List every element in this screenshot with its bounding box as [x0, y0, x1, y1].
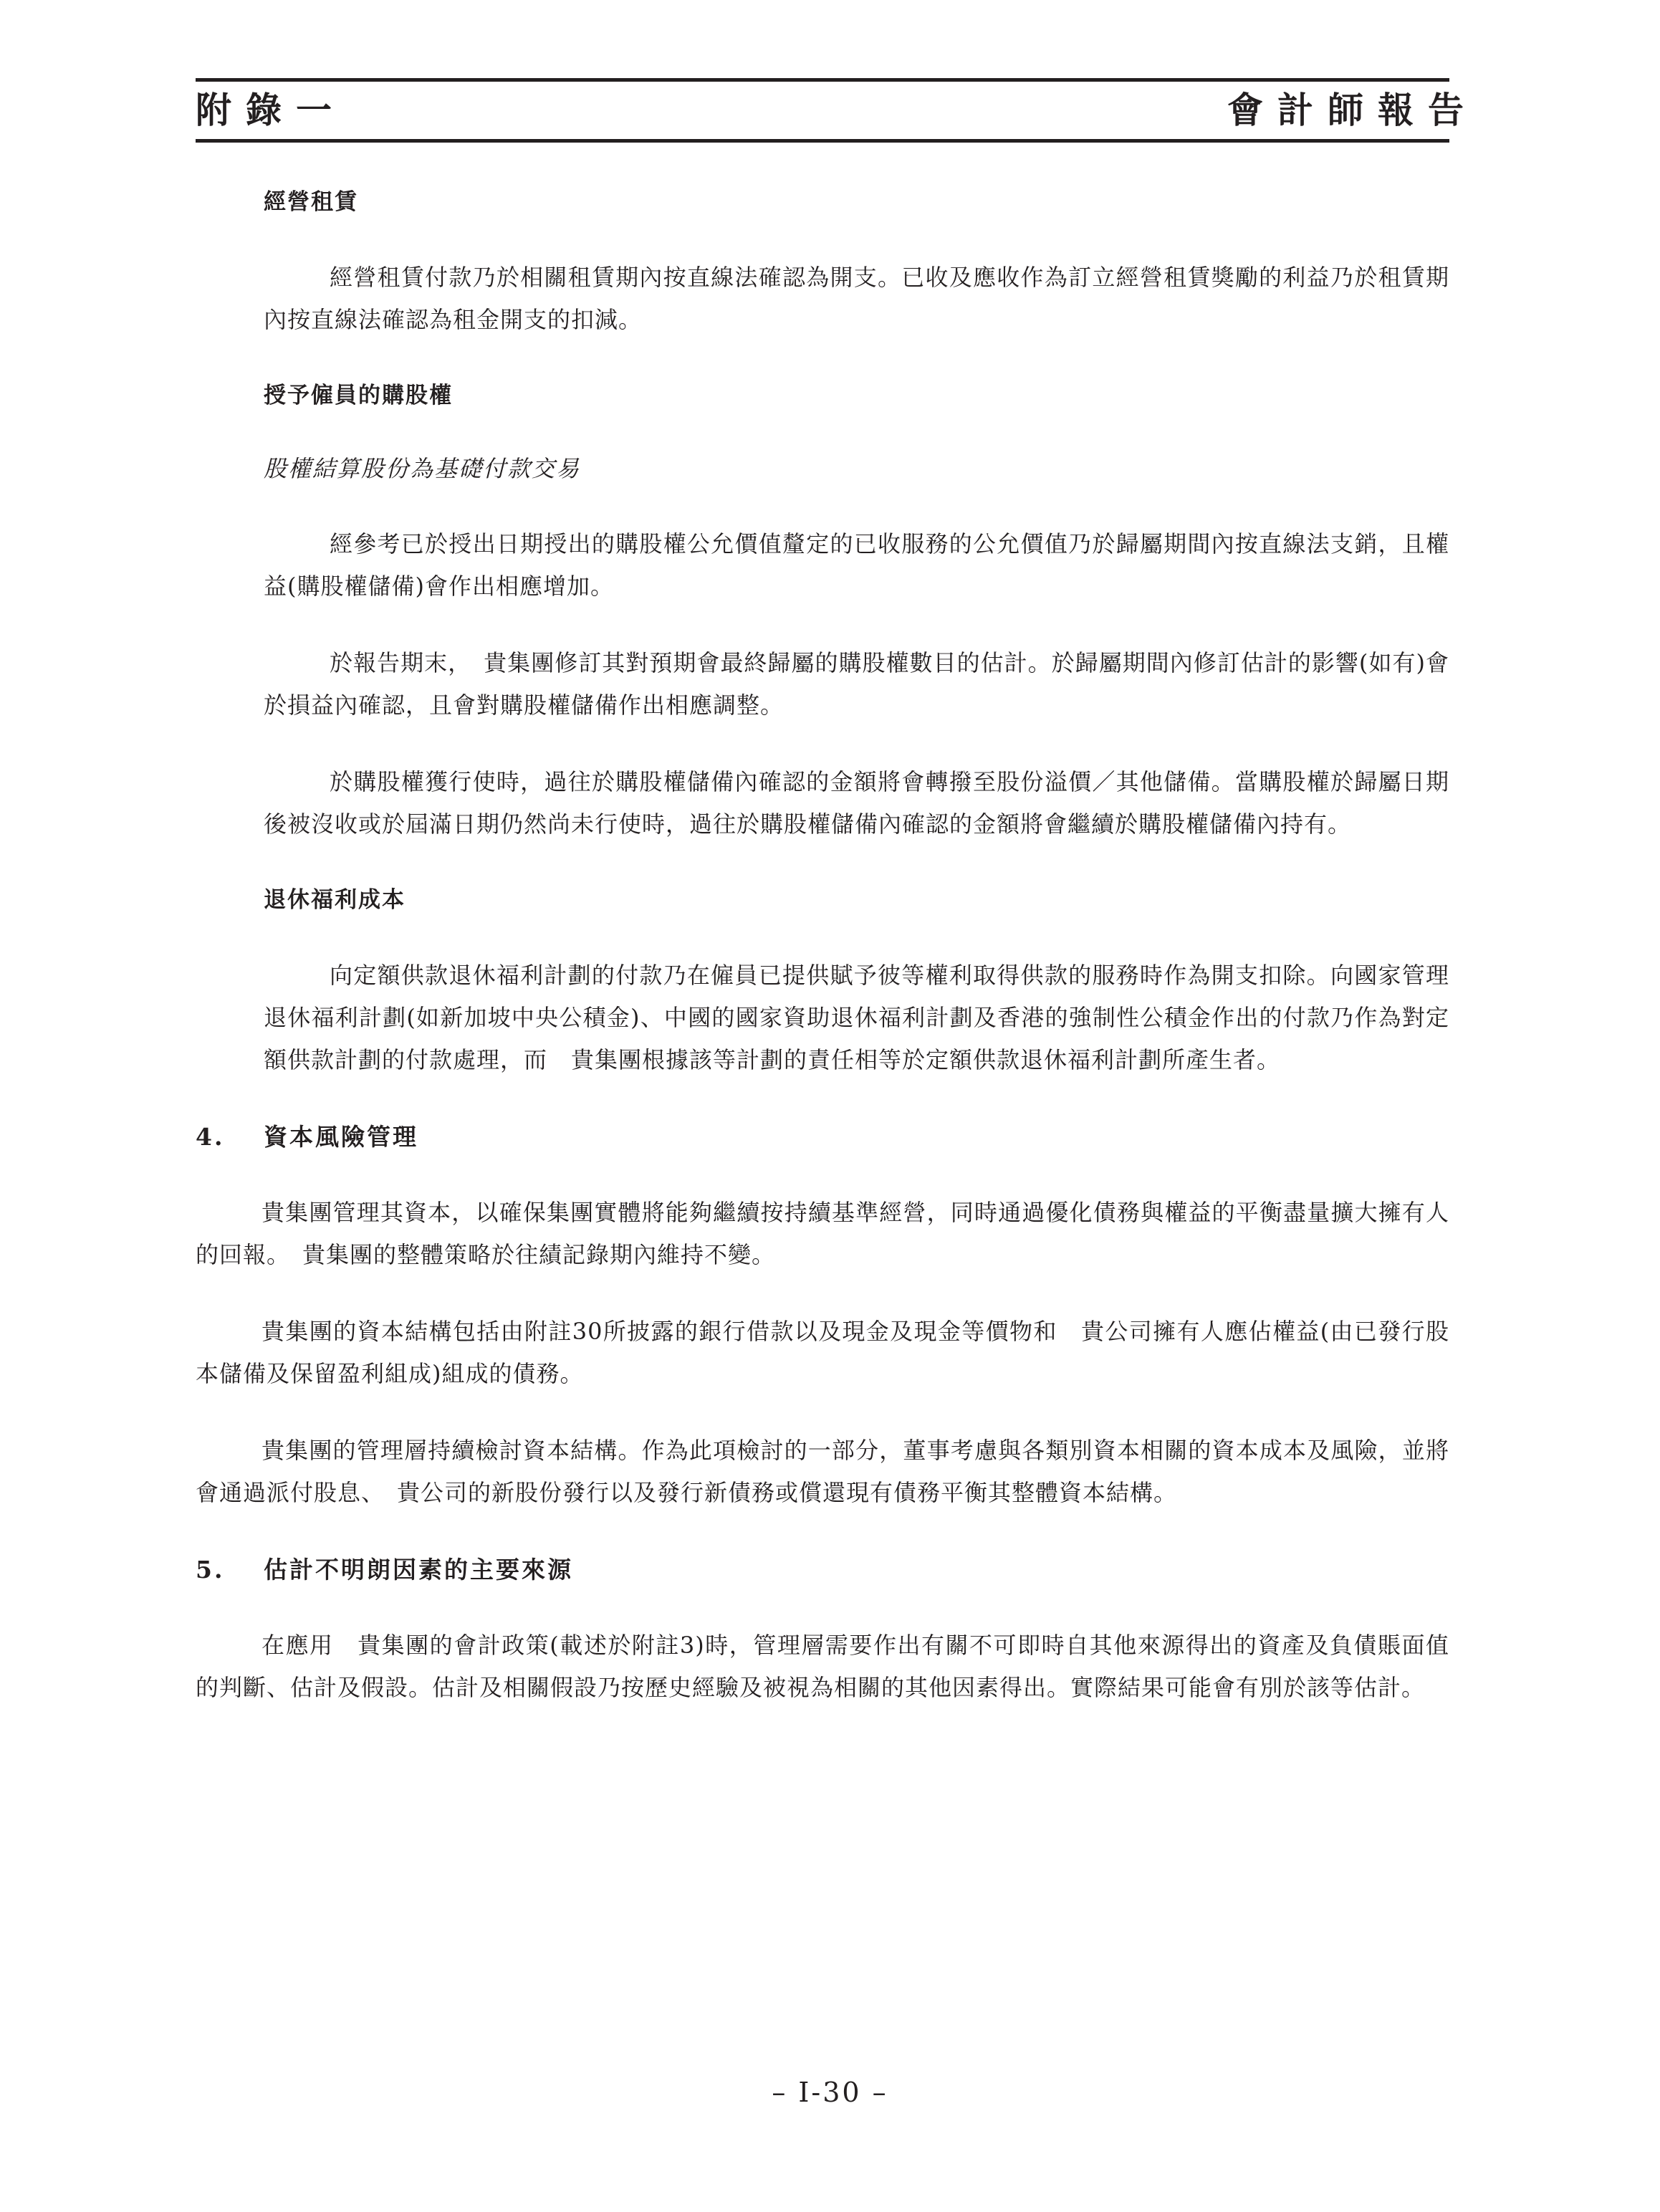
section-number: 4.	[196, 1123, 225, 1151]
spacer	[196, 727, 1449, 761]
spacer	[196, 608, 1449, 642]
capital-risk-paragraph-3: 貴集團的管理層持續檢討資本結構。作為此項檢討的一部分，董事考慮與各類別資本相關的資本成本及風險，並將會通過派付股息、 貴公司的新股份發行以及發行新債務或償還現有債務平衡其整體資本結構。	[196, 1437, 1449, 1506]
spacer	[196, 341, 1449, 377]
spacer	[196, 1514, 1449, 1551]
operating-leases-heading: 經營租賃	[264, 189, 358, 215]
spacer	[196, 414, 1449, 450]
page-number: – I-30 –	[772, 2077, 888, 2108]
report-title	[1227, 87, 1478, 133]
appendix-title: 附錄一	[196, 89, 346, 131]
spacer	[196, 1276, 1449, 1311]
capital-risk-paragraph-1: 貴集團管理其資本，以確保集團實體將能夠繼續按持續基準經營，同時通過優化債務與權益的平衡盡量擴大擁有人的回報。 貴集團的整體策略於往績記錄期內維持不變。	[196, 1199, 1449, 1268]
spacer	[196, 1395, 1449, 1430]
spacer	[196, 1156, 1449, 1192]
spacer	[196, 487, 1449, 523]
report-title-text: 會計師報告	[1227, 89, 1478, 131]
estimation-heading	[196, 1551, 1449, 1589]
capital-risk-heading	[196, 1119, 1449, 1156]
retirement-paragraph: 向定額供款退休福利計劃的付款乃在僱員已提供賦予彼等權利取得供款的服務時作為開支扣除。向國家管理退休福利計劃(如新加坡中央公積金)、中國的國家資助退休福利計劃及香港的強制性公積金作出的付款乃作為對定額供款計劃的付款處理，而 貴集團根據該等計劃的責任相等於定額供款退休福利計劃所產生者。	[264, 962, 1449, 1073]
operating-leases-paragraph: 經營租賃付款乃於相關租賃期內按直線法確認為開支。已收及應收作為訂立經營租賃獎勵的利益乃於租賃期內按直線法確認為租金開支的扣減。	[264, 264, 1449, 333]
spacer	[196, 1081, 1449, 1119]
spacer	[196, 221, 1449, 257]
spacer	[196, 1589, 1449, 1624]
capital-risk-paragraph-2: 貴集團的資本結構包括由附註30所披露的銀行借款以及現金及現金等價物和 貴公司擁有人應佔權益(由已發行股本儲備及保留盈利組成)組成的債務。	[196, 1318, 1449, 1387]
share-options-heading: 授予僱員的購股權	[264, 383, 453, 408]
section-title: 資本風險管理	[264, 1123, 418, 1151]
share-options-paragraph-1: 經參考已於授出日期授出的購股權公允價值釐定的已收服務的公允價值乃於歸屬期間內按直線法支銷，且權益(購股權儲備)會作出相應增加。	[264, 530, 1449, 600]
spacer	[196, 919, 1449, 954]
header-bottom-rule	[196, 139, 1449, 143]
section-title: 估計不明朗因素的主要來源	[264, 1556, 573, 1584]
share-options-paragraph-2: 於報告期末， 貴集團修訂其對預期會最終歸屬的購股權數目的估計。於歸屬期間內修訂估計的影響(如有)會於損益內確認，且會對購股權儲備作出相應調整。	[264, 649, 1449, 719]
section-number: 5.	[196, 1556, 225, 1584]
header-top-rule	[196, 78, 1449, 82]
spacer	[196, 846, 1449, 881]
estimation-paragraph: 在應用 貴集團的會計政策(載述於附註3)時，管理層需要作出有關不可即時自其他來源得出的資產及負債賬面值的判斷、估計及假設。估計及相關假設乃按歷史經驗及被視為相關的其他因素得出。實際結果可能會有別於該等估計。	[196, 1632, 1449, 1701]
page-content	[196, 183, 1449, 1709]
share-options-paragraph-3: 於購股權獲行使時，過往於購股權儲備內確認的金額將會轉撥至股份溢價／其他儲備。當購股權於歸屬日期後被沒收或於屆滿日期仍然尚未行使時，過往於購股權儲備內確認的金額將會繼續於購股權儲備內持有。	[264, 768, 1449, 838]
retirement-heading: 退休福利成本	[264, 887, 406, 913]
share-options-subheading: 股權結算股份為基礎付款交易	[264, 455, 581, 482]
